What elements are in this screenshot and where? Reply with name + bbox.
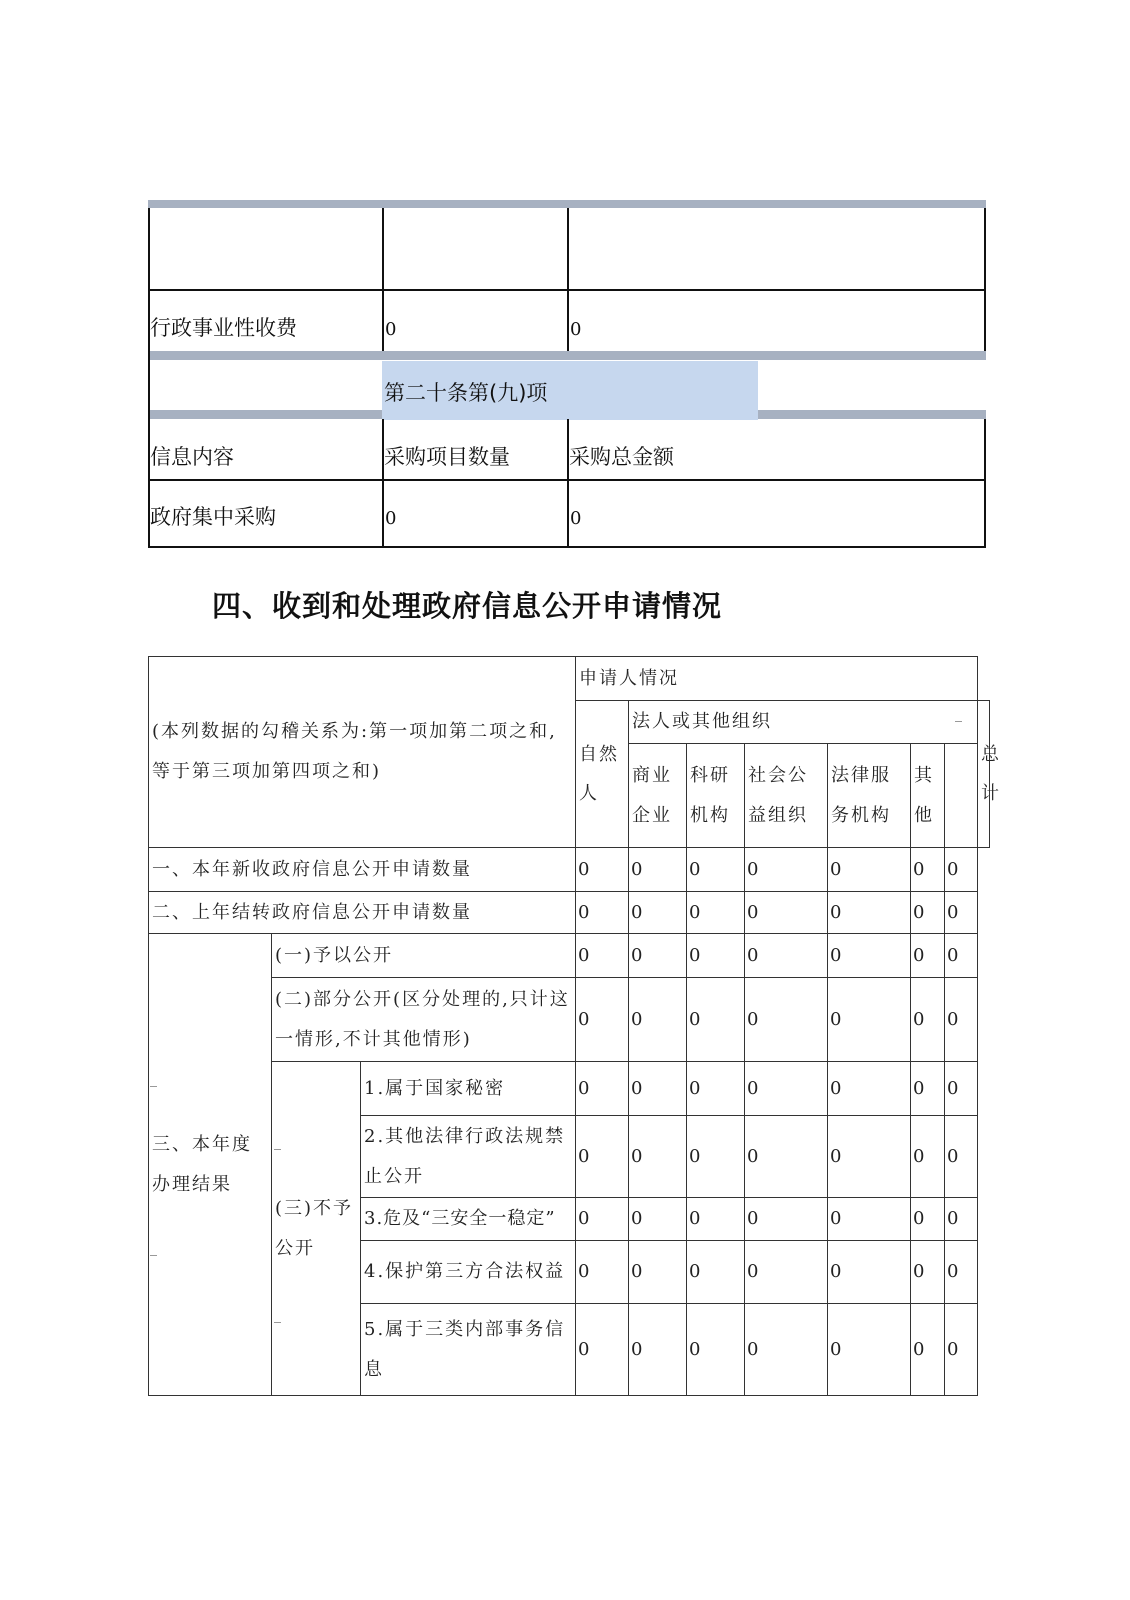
procurement-value-2: 0 [570,508,582,529]
header-purchase-amount: 采购总金额 [569,445,674,469]
row-results-group: 三、本年度办理结果 [149,934,272,1396]
research-header: 科研机构 [687,744,745,848]
section-title-cell: 第二十条第(九)项 [384,381,548,405]
scan-mark [150,1255,157,1256]
table-row: 一、本年新收政府信息公开申请数量 0 0 0 0 0 0 0 [149,848,990,892]
table-note-cell [149,657,576,848]
total-header: 总计 [978,701,990,848]
scan-mark [274,1149,281,1150]
header-purchase-count: 采购项目数量 [384,445,510,469]
row-partial-public: (二)部分公开(区分处理的,只计这一情形,不计其他情形) [272,978,576,1062]
row-third-party: 4.保护第三方合法权益 [361,1241,576,1304]
section-heading: 四、收到和处理政府信息公开申请情况 [212,589,723,623]
legal-group-header: 法人或其他组织 [629,701,978,744]
other-header: 其他 [911,744,945,848]
scan-mark [274,1322,281,1323]
row-new-requests: 一、本年新收政府信息公开申请数量 [149,848,576,892]
row-three-safety: 3.危及“三安全一稳定” [361,1198,576,1241]
table-row: (三)不予公开 1.属于国家秘密 0 0 0 0 0 0 0 [149,1062,990,1116]
row-law-prohibited: 2.其他法律行政法规禁止公开 [361,1116,576,1198]
relation-note: (本列数据的勾稽关系为:第一项加第二项之和,等于第三项加第四项之和) [152,721,557,782]
table-row: 5.属于三类内部事务信息 0 0 0 0 0 0 0 [149,1304,990,1396]
business-header: 商业企业 [629,744,687,848]
header-info-content: 信息内容 [150,445,234,469]
applicant-header: 申请人情况 [576,657,978,701]
legal-service-header: 法律服务机构 [828,744,911,848]
table-row: 2.其他法律行政法规禁止公开 0 0 0 0 0 0 0 [149,1116,990,1198]
row-not-public-group: (三)不予公开 [272,1062,361,1396]
table-band-top [148,200,986,208]
table-row: (二)部分公开(区分处理的,只计这一情形,不计其他情形) 0 0 0 0 0 0 0 [149,978,990,1062]
fee-value-1: 0 [385,319,397,340]
procurement-value-1: 0 [385,508,397,529]
fee-value-2: 0 [570,319,582,340]
row-carried-requests: 二、上年结转政府信息公开申请数量 [149,892,576,934]
table-row: 二、上年结转政府信息公开申请数量 0 0 0 0 0 0 0 [149,892,990,934]
row-public: (一)予以公开 [272,934,576,978]
procurement-fee-table [148,200,986,548]
row-internal-affairs: 5.属于三类内部事务信息 [361,1304,576,1396]
information-request-table [148,656,1002,1396]
table-band-middle [148,351,986,360]
scan-mark [955,721,962,722]
table-row: 4.保护第三方合法权益 0 0 0 0 0 0 0 [149,1241,990,1304]
table-row: 三、本年度办理结果 (一)予以公开 0 0 0 0 0 0 0 [149,934,990,978]
scan-mark [150,1086,157,1087]
fee-row-label: 行政事业性收费 [150,316,297,340]
social-header: 社会公益组织 [745,744,828,848]
row-state-secret: 1.属于国家秘密 [361,1062,576,1116]
natural-person-header: 自然人 [576,701,629,848]
table-row: 3.危及“三安全一稳定” 0 0 0 0 0 0 0 [149,1198,990,1241]
procurement-row-label: 政府集中采购 [150,505,276,529]
